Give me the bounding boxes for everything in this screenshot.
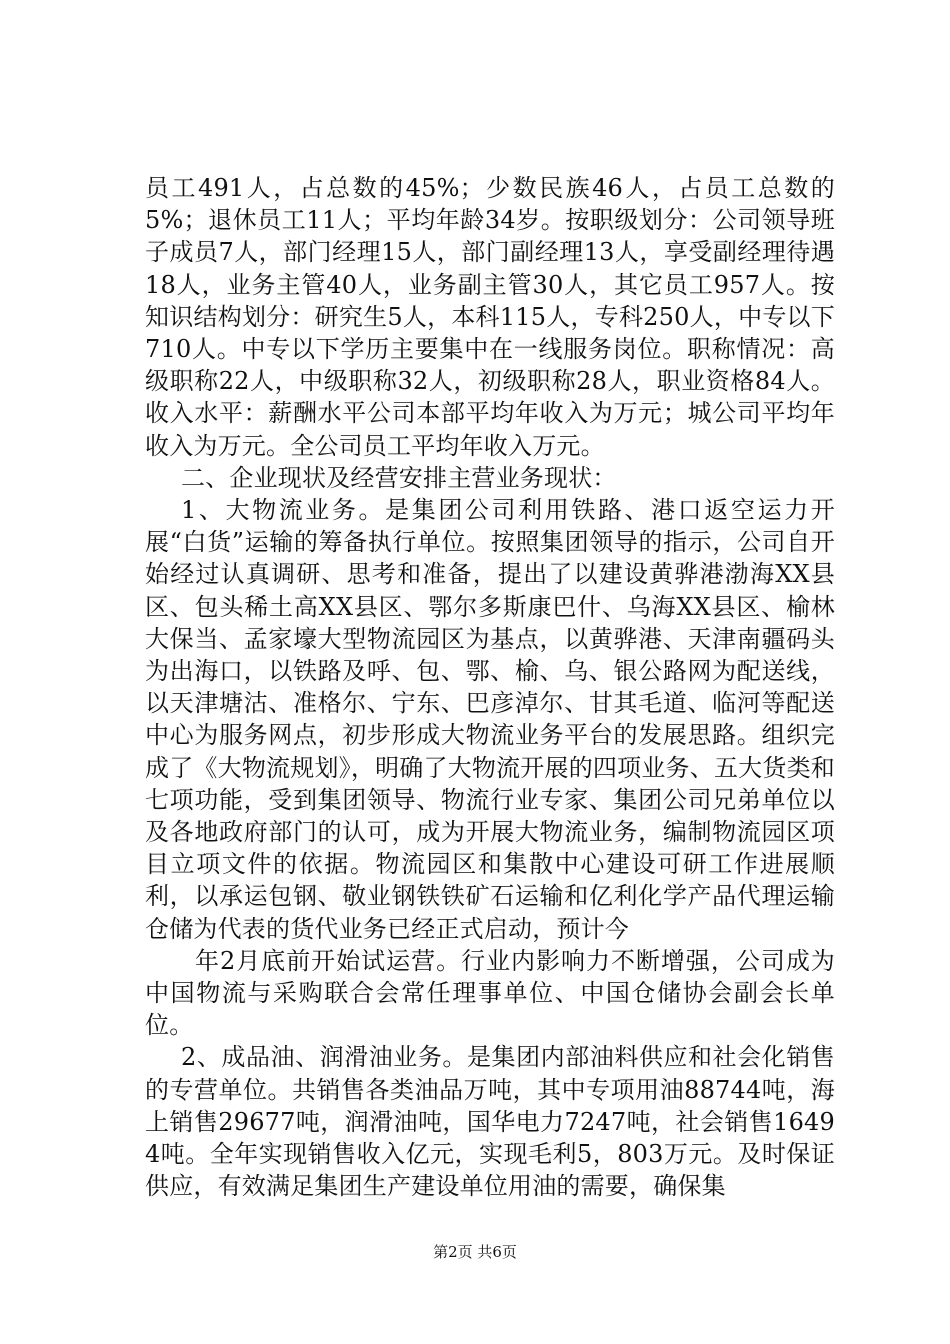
paragraph-staff-statistics: 员工491人，占总数的45%；少数民族46人，占员工总数的5%；退休员工11人；平均年龄34岁。按职级划分：公司领导班子成员7人，部门经理15人，部门副经理13人，享受副经理待遇18人，业务主管40人，业务副主管30人，其它员工957人。按知识结构划分：研究生5人，本科115人，专科250人，中专以下710人。中专以下学历主要集中在一线服务岗位。职称情况：高级职称22人，中级职称32人，初级职称28人，职业资格84人。收入水平：薪酬水平公司本部平均年收入为万元；城公司平均年收入为万元。全公司员工平均年收入万元。 [145, 174, 835, 460]
paragraph-logistics-continued: 年2月底前开始试运营。行业内影响力不断增强，公司成为中国物流与采购联合会常任理事单位、中国仓储协会副会长单位。 [145, 946, 835, 1040]
document-body [145, 172, 835, 1203]
section-heading-business-status: 二、企业现状及经营安排主营业务现状： [181, 463, 617, 492]
page-footer: 第2页 共6页 [433, 1243, 517, 1261]
paragraph-oil-business: 2、成品油、润滑油业务。是集团内部油料供应和社会化销售的专营单位。共销售各类油品万吨，其中专项用油88744吨，海上销售29677吨，润滑油吨，国华电力7247吨，社会销售16494吨。全年实现销售收入亿元，实现毛利5，803万元。及时保证供应，有效满足集团生产建设单位用油的需要，确保集 [145, 1043, 835, 1201]
paragraph-logistics-business: 1、大物流业务。是集团公司利用铁路、港口返空运力开展“白货”运输的筹备执行单位。按照集团领导的指示，公司自开始经过认真调研、思考和准备，提出了以建设黄骅港渤海XX县区、包头稀土高XX县区、鄂尔多斯康巴什、乌海XX县区、榆林大保当、孟家壕大型物流园区为基点，以黄骅港、天津南疆码头为出海口，以铁路及呼、包、鄂、榆、乌、银公路网为配送线，以天津塘沽、准格尔、宁东、巴彦淖尔、甘其毛道、临河等配送中心为服务网点，初步形成大物流业务平台的发展思路。组织完成了《大物流规划》，明确了大物流开展的四项业务、五大货类和七项功能，受到集团领导、物流行业专家、集团公司兄弟单位以及各地政府部门的认可，成为开展大物流业务，编制物流园区项目立项文件的依据。物流园区和集散中心建设可研工作进展顺利，以承运包钢、敬业钢铁铁矿石运输和亿利化学产品代理运输仓储为代表的货代业务已经正式启动，预计今 [145, 496, 835, 943]
